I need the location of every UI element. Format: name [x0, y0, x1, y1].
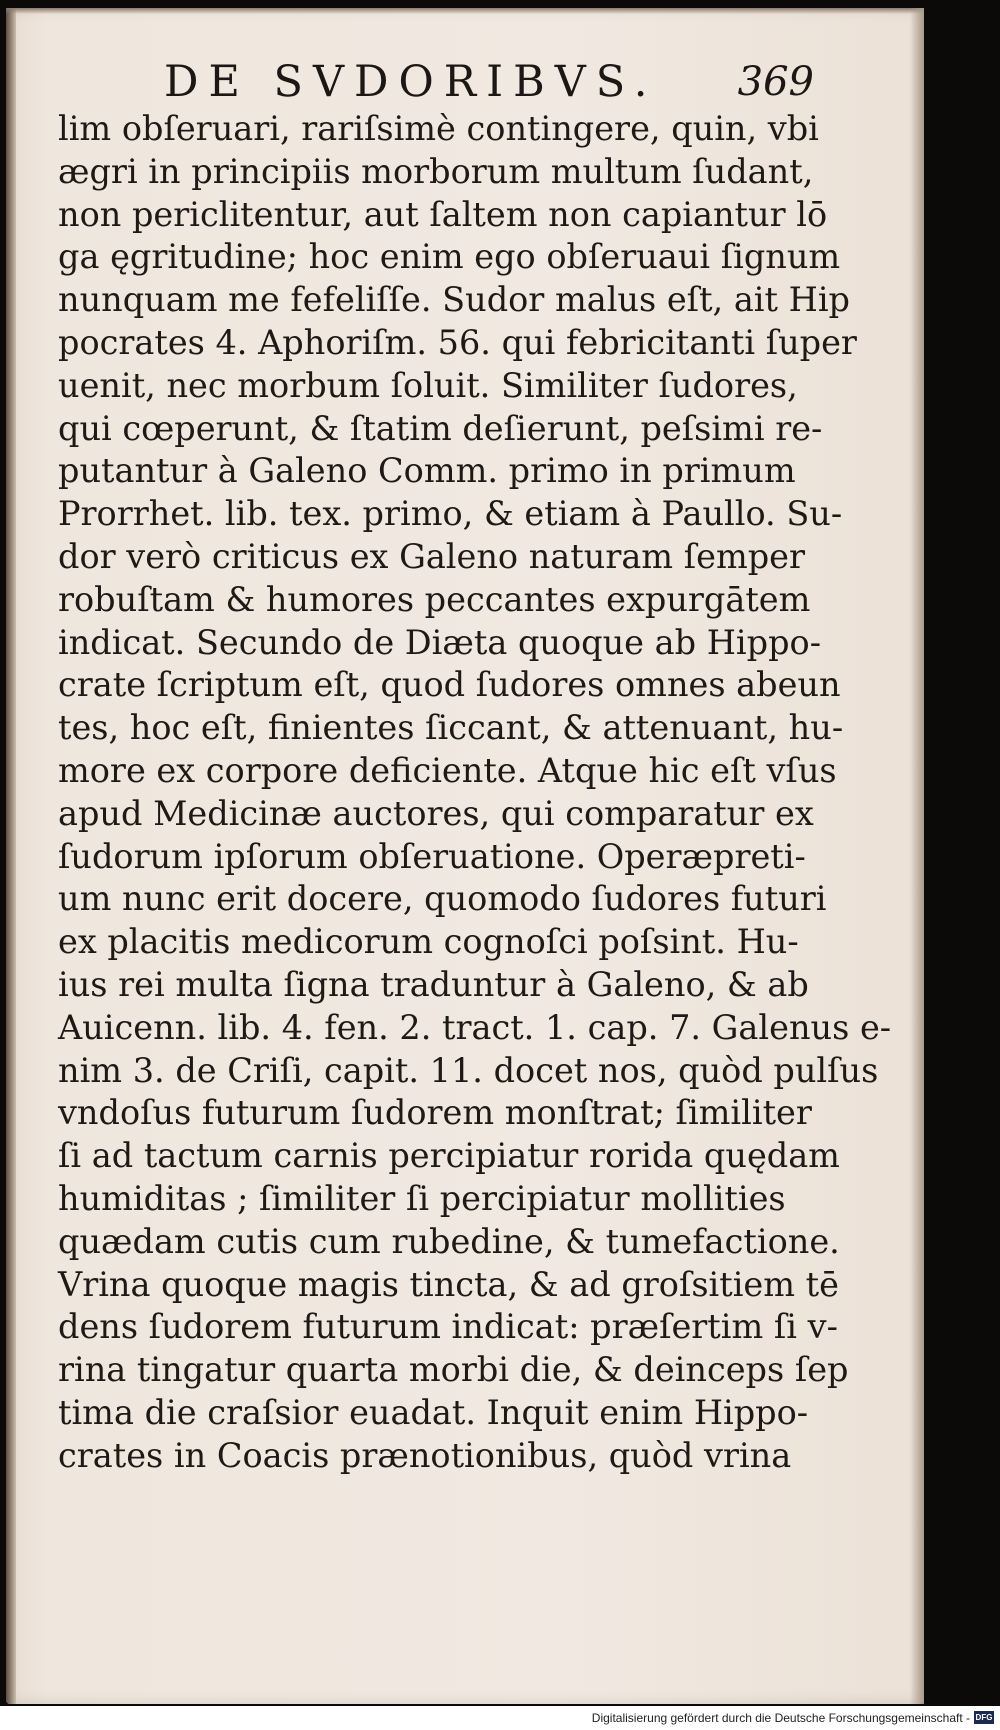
page-top-edge: [6, 8, 924, 14]
text-line: indicat. Secundo de Diæta quoque ab Hippo-: [58, 622, 822, 662]
text-line: Prorrhet. lib. tex. primo, & etiam à Paullo. Su-: [58, 494, 843, 534]
binding-edge: [6, 8, 16, 1704]
text-line: pocrates 4. Aphoriſm. 56. qui febricitanti ſuper: [58, 322, 857, 362]
text-line: lim obſeruari, rariſsimè contingere, quin, vbi: [58, 109, 819, 148]
text-line: ex placitis medicorum cognoſci poſsint. Hu-: [58, 922, 799, 962]
text-line: vndoſus futurum ſudorem monſtrat; ſimiliter: [58, 1093, 812, 1133]
text-line: um nunc erit docere, quomodo ſudores futuri: [58, 879, 827, 919]
text-line: dens ſudorem futurum indicat: præſertim ſi v-: [58, 1307, 838, 1347]
text-line: dor verò criticus ex Galeno naturam ſemper: [58, 536, 805, 576]
text-line: Auicenn. lib. 4. fen. 2. tract. 1. cap. 7. Galenus e-: [58, 1007, 892, 1047]
text-line: ius rei multa ſigna traduntur à Galeno, & ab: [58, 964, 809, 1004]
page-number: 369: [737, 59, 814, 105]
text-line: ſudorum ipſorum obſeruatione. Operæpreti-: [58, 836, 806, 876]
text-line: qui cœperunt, & ſtatim deſierunt, peſsimi re-: [58, 408, 823, 448]
text-line: crate ſcriptum eſt, quod ſudores omnes abeun: [58, 665, 841, 705]
text-line: nunquam me fefeliſſe. Sudor malus eſt, ait Hip: [58, 280, 850, 320]
text-line: tima die craſsior euadat. Inquit enim Hippo-: [58, 1392, 809, 1432]
running-title: DE SVDORIBVS.: [164, 57, 658, 107]
text-line: nim 3. de Criſi, capit. 11. docet nos, quòd pulſus: [58, 1050, 879, 1090]
dfg-logo: DFG: [975, 1713, 993, 1722]
text-line: ægri in principiis morborum multum ſudant,: [58, 151, 814, 191]
text-line: Vrina quoque magis tincta, & ad groſsitiem tē: [58, 1264, 839, 1304]
text-line: more ex corpore deficiente. Atque hic eſt vſus: [58, 750, 837, 790]
book-page: [6, 8, 924, 1704]
text-line: ſi ad tactum carnis percipiatur rorida quędam: [58, 1136, 840, 1176]
text-line: crates in Coacis prænotionibus, quòd vrina: [58, 1435, 792, 1475]
text-line: rina tingatur quarta morbi die, & deinceps ſep: [58, 1350, 849, 1390]
text-line: non periclitentur, aut ſaltem non capiantur lō: [58, 194, 828, 234]
text-line: robuſtam & humores peccantes expurgātem: [58, 579, 811, 619]
text-line: apud Medicinæ auctores, qui comparatur ex: [58, 793, 814, 833]
text-line: ga ęgritudine; hoc enim ego obſeruaui ſignum: [58, 237, 841, 277]
page-header: [164, 52, 814, 112]
text-line: putantur à Galeno Comm. primo in primum: [58, 451, 796, 491]
text-line: humiditas ; ſimiliter ſi percipiatur mollities: [58, 1178, 786, 1218]
page-right-edge: [910, 8, 924, 1704]
text-line: tes, hoc eſt, finientes ſiccant, & attenuant, hu-: [58, 708, 844, 748]
text-line: quædam cutis cum rubedine, & tumefactione.: [58, 1221, 840, 1261]
digitization-credit: Digitalisierung gefördert durch die Deutsche Forschungsgemeinschaft -: [591, 1711, 970, 1725]
text-line: uenit, nec morbum ſoluit. Similiter ſudores,: [58, 365, 798, 405]
body-text: [58, 108, 892, 1478]
footer-bar: [0, 1706, 1000, 1730]
